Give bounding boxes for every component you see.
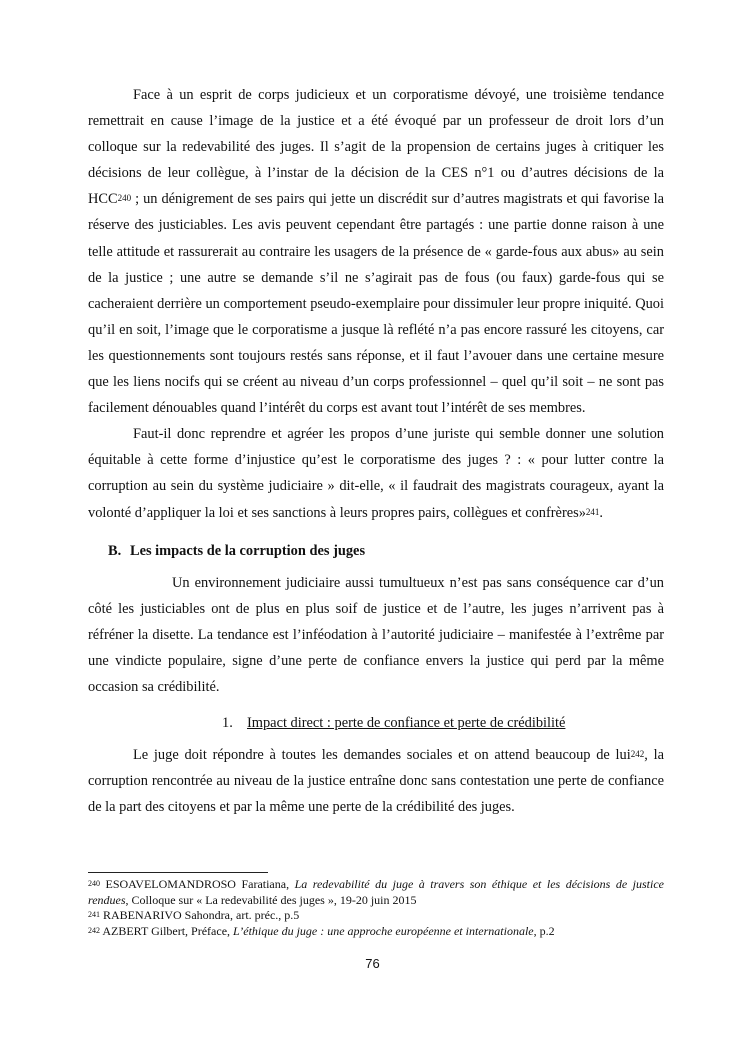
section-title: Les impacts de la corruption des juges	[130, 542, 366, 559]
section-heading-b	[88, 538, 664, 564]
footnote-author: ESOAVELOMANDROSO Faratiana,	[100, 877, 295, 891]
footnote-author: AZBERT Gilbert, Préface,	[100, 923, 234, 938]
footnote-number: 240	[88, 879, 100, 888]
footnote-rest: , Colloque sur « La redevabilité des juges », 19-20 juin 2015	[125, 892, 417, 907]
page-body	[88, 82, 664, 820]
paragraph-text: ; un dénigrement de ses pairs qui jette un discrédit sur d’autres magistrats et qui favorise la réserve des justiciables. Les avis peuvent cependant être partagés : une partie donne raison à une telle attitude et rassurerait au contraire les usagers de la présence de « garde-fous aux abus» au sein de la justice ; une autre se demande s’il ne s’agirait pas de fous (ou faux) garde-fous qui se cacheraient derrière un comportement pseudo-exemplaire pour dissimuler leur propre iniquité. Quoi qu’il en soit, l’image que le corporatisme a jusque là reflété n’a pas encore rassuré les citoyens, car les questionnements sont toujours restés sans réponse, et il faut l’avouer dans une certaine mesure que les liens nocifs qui se créent au niveau d’un corps professionnel – quel qu’il soit – ne sont pas facilement dénouables quand l’intérêt du corps est avant tout l’intérêt de ses membres.	[88, 191, 664, 417]
footnote-ref-240[interactable]: 240	[117, 193, 132, 204]
footnote-rest: , p.2	[533, 923, 555, 938]
paragraph-text: Le juge doit répondre à toutes les demandes sociales et on attend beaucoup de lui	[133, 747, 631, 764]
footnote-title: L’éthique du juge : une approche européenne et internationale	[233, 923, 534, 938]
paragraph-text: Un environnement judiciaire aussi tumultueux n’est pas sans conséquence car d’un côté les justiciables ont de plus en plus soif de justice et de l’autre, les juges n’arrivent pas à réfréner la disette. La tendance est l’inféodation à l’autorité judiciaire – manifestée à l’extrême par une vindicte populaire, signe d’une perte de confiance envers la justice qui perd par la même occasion sa crédibilité.	[88, 574, 664, 695]
subsection-title: Impact direct : perte de confiance et perte de crédibilité	[247, 715, 566, 732]
paragraph-jurist-quote	[88, 421, 664, 525]
footnote-author: RABENARIVO Sahondra, art. préc., p.5	[100, 908, 300, 922]
section-letter: B.	[108, 542, 122, 559]
page-number: 76	[365, 956, 380, 971]
footnote-ref-242[interactable]: 242	[630, 749, 645, 760]
paragraph-environment	[88, 570, 664, 700]
footnote-ref-241[interactable]: 241	[585, 506, 600, 517]
footnote-title: La redevabilité du juge à travers son éthique et les décisions de justice rendues	[88, 877, 664, 907]
paragraph-text: Faut-il donc reprendre et agréer les propos d’une juriste qui semble donner une solution équitable à cette forme d’injustice qu’est le corporatisme des juges ? : « pour lutter contre la corruption au sein du système judiciaire » dit-elle, « il faudrait des magistrats courageux, ayant la volonté d’appliquer la loi et ses sanctions à leurs propres pairs, collègues et confrères»	[88, 426, 664, 521]
footnote-242	[88, 924, 664, 940]
footnote-separator	[88, 872, 268, 873]
footnote-number: 241	[88, 910, 100, 919]
footnote-number: 242	[88, 925, 100, 935]
paragraph-text: Face à un esprit de corps judicieux et un corporatisme dévoyé, une troisième tendance remettrait en cause l’image de la justice et a été évoqué par un professeur de droit lors d’un colloque sur la redevabilité des juges. Il s’agit de la propension de certains juges à critiquer les décisions de leur collègue, à l’instar de la décision de la CES n°1 ou d’autres décisions de la HCC	[88, 87, 664, 208]
paragraph-text: .	[599, 504, 604, 521]
subsection-heading-1	[88, 710, 664, 736]
paragraph-judge-demands	[88, 742, 664, 820]
paragraph-text: , la corruption rencontrée au niveau de la justice entraîne donc sans contestation une perte de confiance de la part des citoyens et par la même une perte de la crédibilité des juges.	[88, 747, 664, 816]
footnote-240	[88, 877, 664, 908]
subsection-number: 1.	[222, 715, 233, 732]
footnotes	[88, 877, 664, 939]
paragraph-corporatism	[88, 82, 664, 421]
footnote-241	[88, 908, 664, 924]
